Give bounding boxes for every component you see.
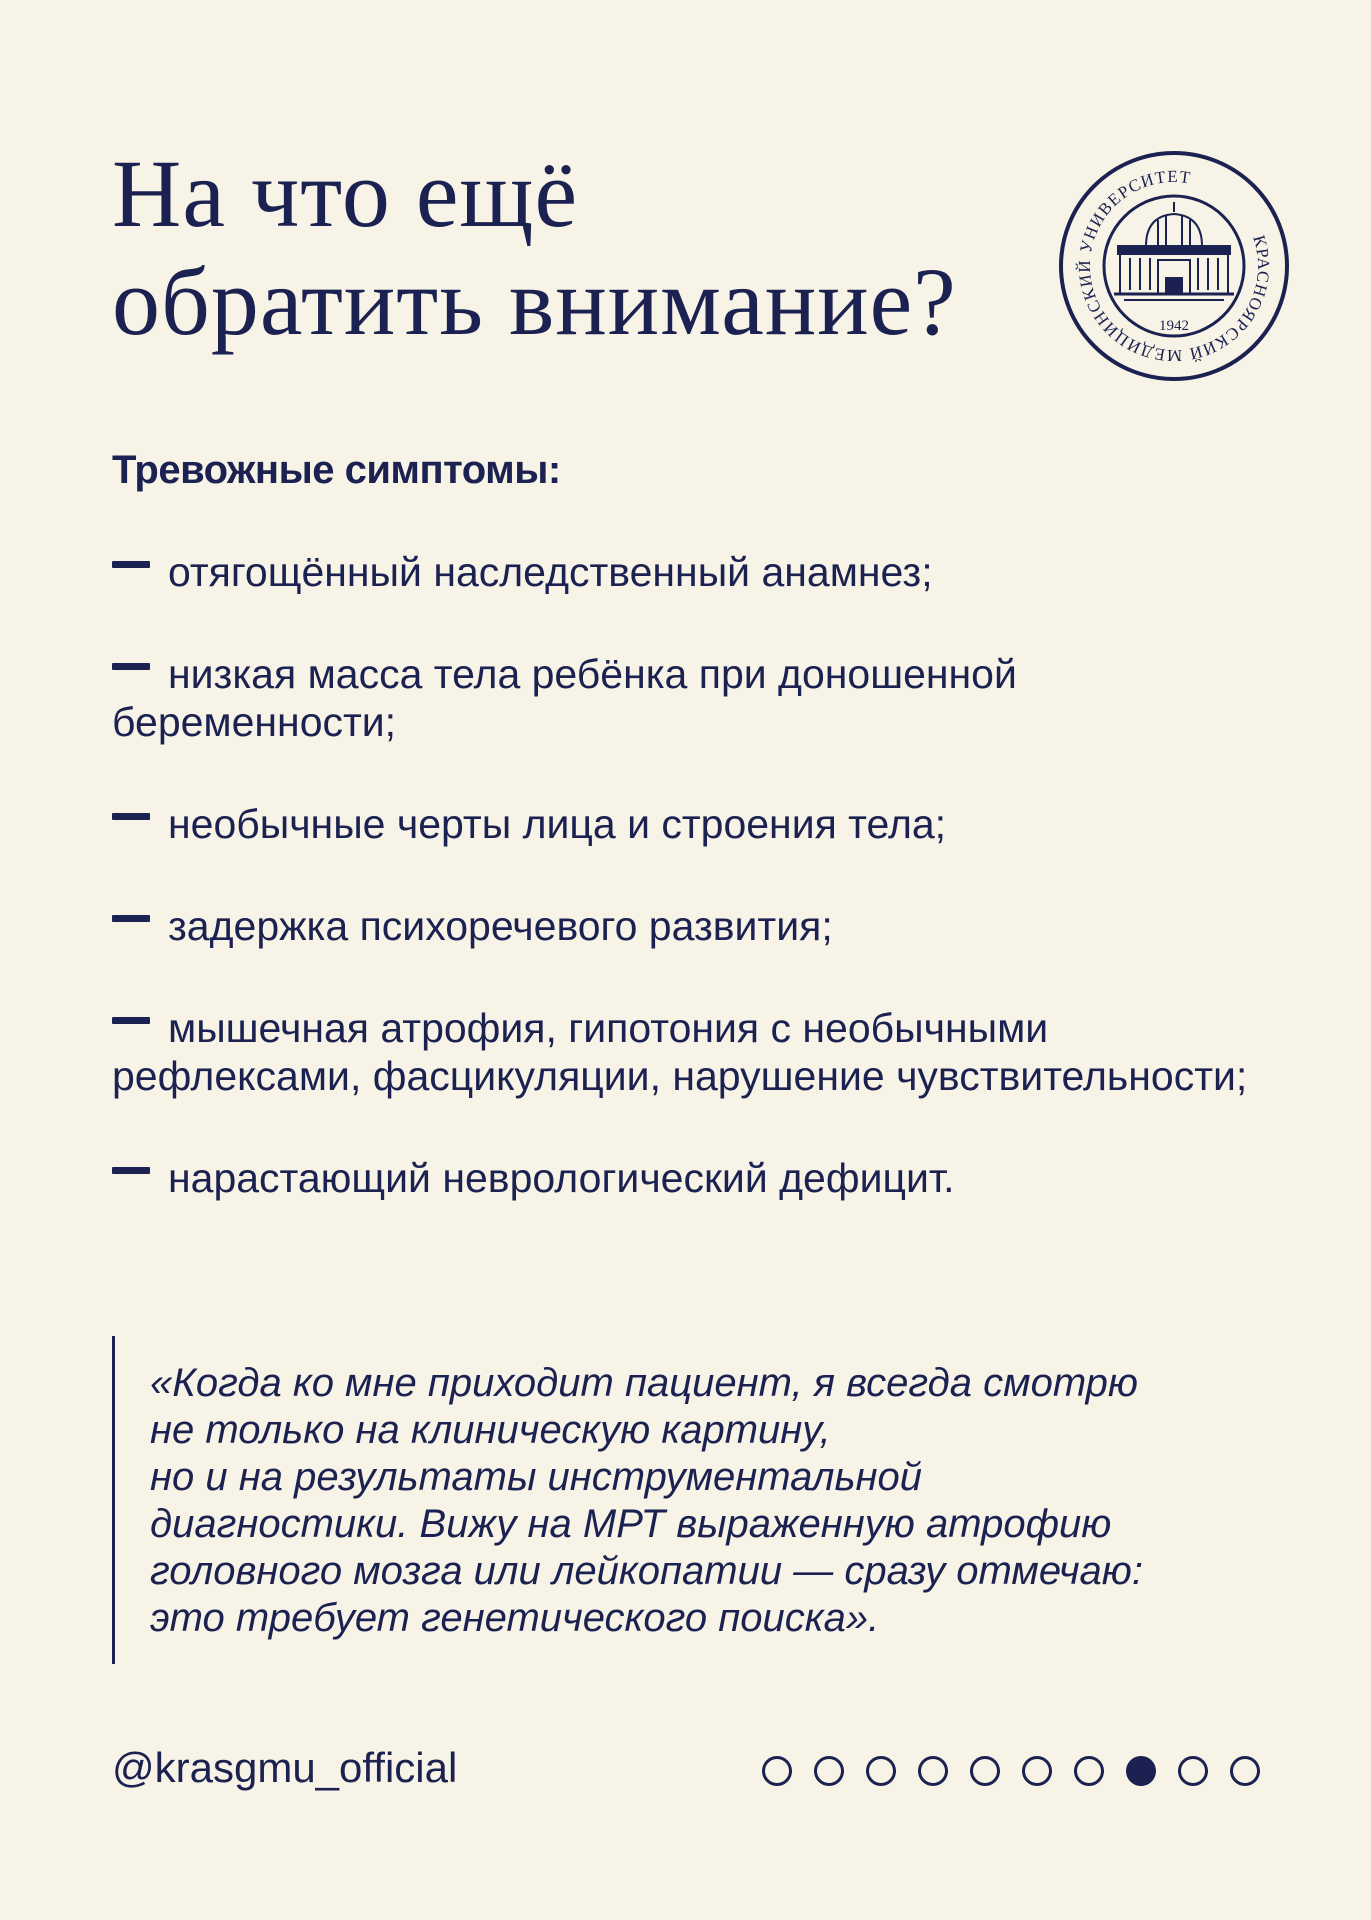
- social-handle[interactable]: @krasgmu_official: [112, 1744, 458, 1791]
- dash-icon: [112, 561, 150, 568]
- quote-line: но и на результаты инструментальной: [150, 1455, 923, 1499]
- list-item-text: задержка психоречевого развития;: [168, 903, 833, 949]
- dash-icon: [112, 915, 150, 922]
- pagination-dots: [762, 1756, 1282, 1788]
- quote-line: «Когда ко мне приходит пациент, я всегда смотрю: [150, 1361, 1139, 1405]
- dash-icon: [112, 1167, 150, 1174]
- list-item-text: низкая масса тела ребёнка при доношенной беременности;: [112, 651, 1017, 745]
- symptom-list: [112, 548, 1262, 1256]
- pagination-dot[interactable]: [1178, 1756, 1208, 1786]
- quote-line: головного мозга или лейкопатии — сразу отмечаю:: [150, 1549, 1143, 1593]
- dash-icon: [112, 663, 150, 670]
- page-title: [112, 140, 957, 356]
- list-item: [112, 902, 1262, 950]
- title-line-2: обратить внимание?: [112, 248, 957, 355]
- building-icon: [1114, 202, 1234, 300]
- list-item-text: отягощённый наследственный анамнез;: [168, 549, 933, 595]
- pagination-dot[interactable]: [762, 1756, 792, 1786]
- title-line-1: На что ещё: [112, 140, 579, 247]
- pagination-dot[interactable]: [918, 1756, 948, 1786]
- seal-year: 1942: [1159, 318, 1189, 334]
- pagination-dot[interactable]: [1022, 1756, 1052, 1786]
- section-heading: Тревожные симптомы:: [112, 448, 561, 492]
- list-item-text: нарастающий неврологический дефицит.: [168, 1155, 955, 1201]
- pagination-dot[interactable]: [970, 1756, 1000, 1786]
- list-item: [112, 1154, 1262, 1202]
- seal-ring-text: КРАСНОЯРСКИЙ МЕДИЦИНСКИЙ УНИВЕРСИТЕТ: [1074, 166, 1274, 366]
- quote-bar: [112, 1336, 115, 1664]
- quote-line: не только на клиническую картину,: [150, 1408, 831, 1452]
- list-item: [112, 650, 1262, 746]
- quote-block: [112, 1336, 1262, 1664]
- quote-line: диагностики. Вижу на МРТ выраженную атрофию: [150, 1502, 1112, 1546]
- quote-text: [150, 1360, 1270, 1642]
- list-item-text: мышечная атрофия, гипотония с необычными рефлексами, фасцикуляции, нарушение чувствительности;: [112, 1005, 1248, 1099]
- list-item: [112, 1004, 1262, 1100]
- pagination-dot[interactable]: [814, 1756, 844, 1786]
- pagination-dot-active[interactable]: [1126, 1756, 1156, 1786]
- pagination-dot[interactable]: [1230, 1756, 1260, 1786]
- university-seal-logo: [1058, 150, 1290, 382]
- list-item: [112, 548, 1262, 596]
- dash-icon: [112, 813, 150, 820]
- list-item: [112, 800, 1262, 848]
- dash-icon: [112, 1017, 150, 1024]
- pagination-dot[interactable]: [1074, 1756, 1104, 1786]
- pagination-dot[interactable]: [866, 1756, 896, 1786]
- list-item-text: необычные черты лица и строения тела;: [168, 801, 947, 847]
- quote-line: это требует генетического поиска».: [150, 1596, 880, 1640]
